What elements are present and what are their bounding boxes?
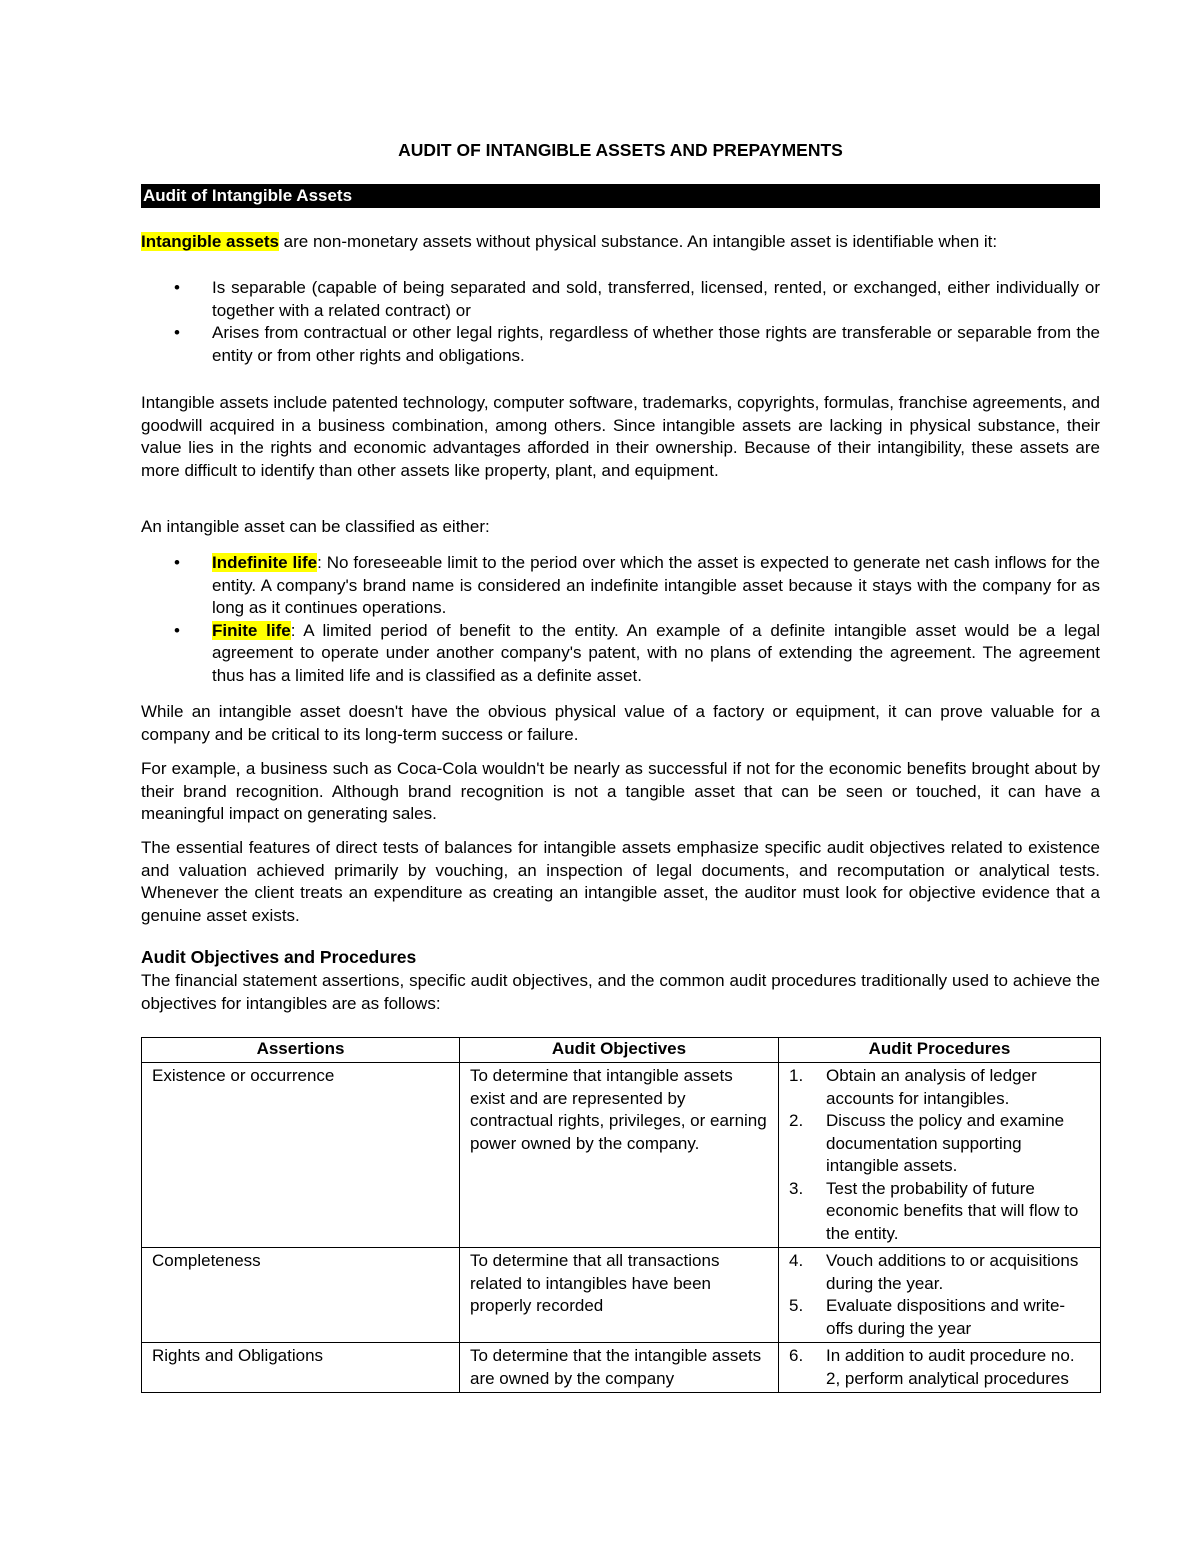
procedure-text: Vouch additions to or acquisitions during the year. [826, 1251, 1079, 1293]
procedure-text: In addition to audit procedure no. 2, perform analytical procedures [826, 1346, 1075, 1388]
procedure-item [789, 1345, 1090, 1390]
include-paragraph: Intangible assets include patented technology, computer software, trademarks, copyrights, formulas, franchise agreements, and goodwill acquired in a business combination, among others. Since intangible assets are lacking in physical substance, their value lies in the rights and economic advantages afforded in their ownership. Because of their intangibility, these assets are more difficult to identify than other assets like property, plant, and equipment. [141, 393, 1100, 480]
subheading: Audit Objectives and Procedures [141, 947, 417, 967]
procedure-text: Obtain an analysis of ledger accounts for intangibles. [826, 1066, 1037, 1108]
identifiable-criteria-list [141, 277, 1100, 367]
column-header-objectives: Audit Objectives [460, 1038, 779, 1063]
procedure-item [789, 1178, 1090, 1246]
criteria-text: Arises from contractual or other legal rights, regardless of whether those rights are transferable or separable from the entity or from other rights and obligations. [212, 323, 1100, 365]
procedure-number: 3. [789, 1178, 804, 1198]
table-header-row [142, 1038, 1101, 1063]
table-row [142, 1063, 1101, 1248]
column-header-assertions: Assertions [142, 1038, 460, 1063]
features-paragraph: The essential features of direct tests of balances for intangible assets emphasize specific audit objectives related to existence and valuation achieved primarily by vouching, an inspection of legal documents, and recomputation or analytical tests. Whenever the client treats an expenditure as creating an intangible asset, the auditor must look for objective evidence that a genuine asset exists. [141, 838, 1100, 925]
procedure-text: Discuss the policy and examine documentation supporting intangible assets. [826, 1111, 1065, 1175]
bullet-icon: • [174, 620, 180, 640]
procedures-cell [779, 1063, 1101, 1248]
valuable-paragraph: While an intangible asset doesn't have the obvious physical value of a factory or equipment, it can prove valuable for a company and be critical to its long-term success or failure. [141, 702, 1100, 744]
bullet-icon: • [174, 323, 180, 342]
table-row [142, 1343, 1101, 1393]
audit-procedures-table [141, 1037, 1101, 1393]
classification-text: : No foreseeable limit to the period over which the asset is expected to generate net cash inflows for the entity. A company's brand name is considered an indefinite intangible asset because it stays with the company for as long as it continues operations. [212, 553, 1101, 617]
procedure-list [789, 1345, 1090, 1390]
procedure-item [789, 1110, 1090, 1178]
procedure-number: 4. [789, 1251, 804, 1270]
procedure-list [789, 1250, 1090, 1340]
assertion-cell: Existence or occurrence [142, 1063, 460, 1248]
intro-paragraph: The financial statement assertions, specific audit objectives, and the common audit procedures traditionally used to achieve the objectives for intangibles are as follows: [141, 971, 1100, 1013]
assertion-cell: Rights and Obligations [142, 1343, 460, 1393]
objective-cell: To determine that all transactions related to intangibles have been properly recorded [460, 1248, 779, 1343]
procedures-cell [779, 1248, 1101, 1343]
procedure-text: Test the probability of future economic benefits that will flow to the entity. [826, 1178, 1079, 1243]
list-item [141, 277, 1100, 322]
document-title: AUDIT OF INTANGIBLE ASSETS AND PREPAYMENTS [398, 140, 843, 160]
procedure-item [789, 1295, 1090, 1340]
procedure-list [789, 1065, 1090, 1245]
bullet-icon: • [174, 278, 180, 297]
definition-paragraph [141, 231, 1100, 254]
classification-list [141, 552, 1100, 687]
classified-paragraph: An intangible asset can be classified as either: [141, 517, 490, 536]
procedure-item [789, 1065, 1090, 1110]
procedure-text: Evaluate dispositions and write-offs during the year [826, 1296, 1066, 1338]
procedure-item [789, 1250, 1090, 1295]
list-item [141, 620, 1100, 688]
objective-cell: To determine that the intangible assets are owned by the company [460, 1343, 779, 1393]
bullet-icon: • [174, 553, 180, 572]
procedures-cell [779, 1343, 1101, 1393]
procedure-number: 5. [789, 1296, 804, 1315]
procedure-number: 1. [789, 1066, 804, 1085]
list-item [141, 552, 1100, 620]
classification-term-highlight: Finite life [212, 620, 291, 640]
criteria-text: Is separable (capable of being separated and sold, transferred, licensed, rented, or exchanged, either individually or together with a related contract) or [212, 278, 1100, 320]
assertion-cell: Completeness [142, 1248, 460, 1343]
objective-cell: To determine that intangible assets exist and are represented by contractual rights, privileges, or earning power owned by the company. [460, 1063, 779, 1248]
section-heading-bar: Audit of Intangible Assets [141, 184, 1100, 208]
classification-term-highlight: Indefinite life [212, 553, 318, 572]
table-row [142, 1248, 1101, 1343]
definition-text: are non-monetary assets without physical substance. An intangible asset is identifiable when it: [278, 232, 998, 251]
classification-text: : A limited period of benefit to the entity. An example of a definite intangible asset would be a legal agreement to operate under another company's patent, with no plans of extending the agreement. The agreement thus has a limited life and is classified as a definite asset. [212, 620, 1100, 685]
procedure-number: 6. [789, 1346, 804, 1365]
column-header-procedures: Audit Procedures [779, 1038, 1101, 1063]
list-item [141, 322, 1100, 367]
example-paragraph: For example, a business such as Coca-Cola wouldn't be nearly as successful if not for the economic benefits brought about by their brand recognition. Although brand recognition is not a tangible asset that can be seen or touched, it can have a meaningful impact on generating sales. [141, 759, 1100, 823]
definition-term-highlight: Intangible assets [141, 232, 279, 251]
procedure-number: 2. [789, 1111, 804, 1130]
